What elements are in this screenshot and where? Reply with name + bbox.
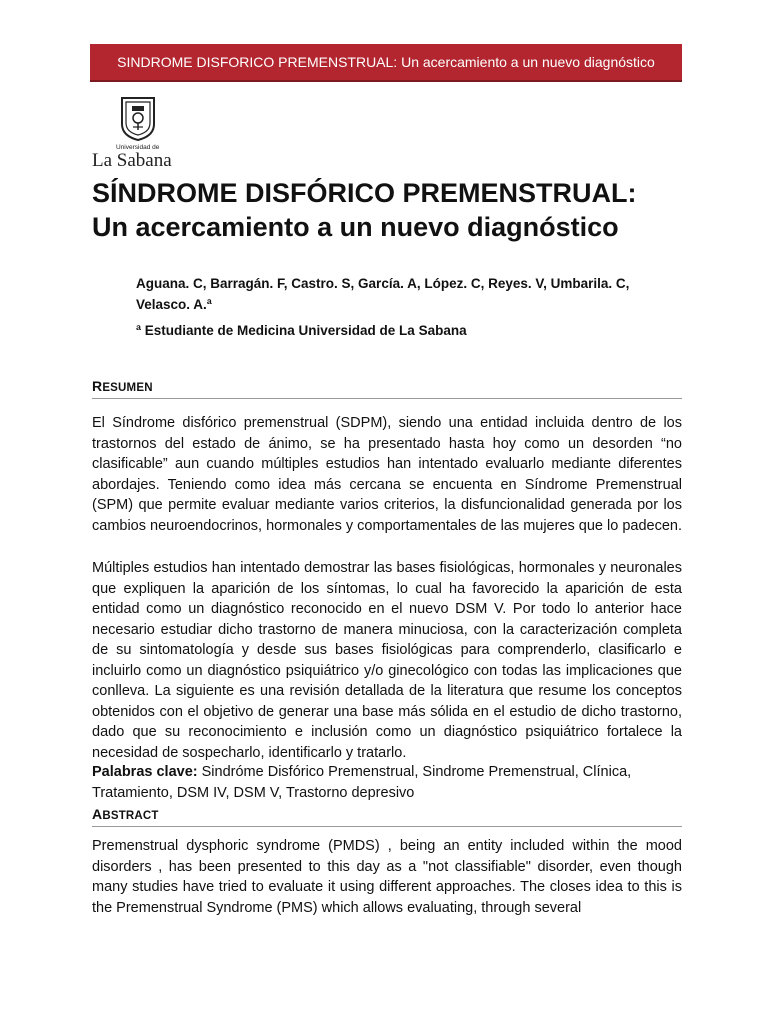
- paper-title: [92, 176, 692, 244]
- keywords: [92, 762, 682, 803]
- abstract-heading: [92, 806, 682, 827]
- abstract-paragraph: Premenstrual dysphoric syndrome (PMDS) , being an entity included within the mood disorders , has been presented to this day as a "not classifiable" disorder, even though many studies have tried to evaluate it using different approaches. The closes idea to this is the Premenstrual Syndrome (PMS) which allows evaluating, through several: [92, 838, 682, 916]
- university-logo: [92, 96, 192, 176]
- resumen-paragraph-1: El Síndrome disfórico premenstrual (SDPM), siendo una entidad incluida dentro de los trastornos del estado de ánimo, se ha presentado hasta hoy como un desorden “no clasificable” aun cuando múltiples estudios han intentado evaluarlo mediante diferentes abordajes. Teniendo como idea más cercana se encuenta en Síndrome Premenstrual (SPM) que permite evaluar mediante varios criterios, la disfuncionalidad generada por los cambios neuroendocrinos, hormonales y comportamentales de las mujeres que lo padecen.: [92, 415, 682, 534]
- resumen-heading-initial: R: [92, 378, 103, 394]
- logo-big-name: La Sabana: [92, 150, 172, 171]
- affiliation: ª Estudiante de Medicina Universidad de La Sabana: [136, 323, 467, 338]
- paper-title-line1: SÍNDROME DISFÓRICO PREMENSTRUAL:: [92, 178, 637, 208]
- authors: Aguana. C, Barragán. F, Castro. S, García. A, López. C, Reyes. V, Umbarila. C, Velasco. A.ª: [136, 276, 630, 312]
- resumen-paragraph-2: Múltiples estudios han intentado demostrar las bases fisiológicas, hormonales y neuronales que expliquen la aparición de los síntomas, lo cual ha favorecido la aparición de esta entidad como un diagnóstico reconocido en el nuevo DSM V. Por todo lo anterior hace necesario estudiar dicho trastorno de manera minuciosa, con la caracterización completa de su sintomatología y desde sus bases fisiológicas para comprenderlo, clasificarlo e incluirlo como un diagnóstico psiquiátrico y/o ginecológico con todas las implicaciones que conlleva. La siguiente es una revisión detallada de la literatura que resume los conceptos obtenidos con el objetivo de generar una base más sólida en el estudio de dicho trastorno, dado que su reconocimiento e inclusión como un diagnóstico psiquiátrico fortalece la necesidad de sospecharlo, identificarlo y tratarlo.: [92, 560, 682, 761]
- header-banner: [90, 44, 682, 82]
- resumen-heading-rest: ESUMEN: [102, 382, 153, 394]
- header-banner-text: SINDROME DISFORICO PREMENSTRUAL: Un acercamiento a un nuevo diagnóstico: [117, 54, 655, 70]
- logo-small-name: Universidad de: [116, 144, 160, 151]
- keywords-label: Palabras clave:: [92, 764, 198, 780]
- university-seal-icon: [120, 96, 156, 142]
- keywords-list: Sindróme Disfórico Premenstrual, Sindrome Premenstrual, Clínica, Tratamiento, DSM IV, DSM V, Trastorno depresivo: [92, 764, 632, 801]
- abstract-heading-rest: BSTRACT: [102, 810, 159, 822]
- resumen-heading: [92, 378, 682, 399]
- abstract-heading-initial: A: [92, 806, 103, 822]
- paper-title-line2: Un acercamiento a un nuevo diagnóstico: [92, 212, 619, 242]
